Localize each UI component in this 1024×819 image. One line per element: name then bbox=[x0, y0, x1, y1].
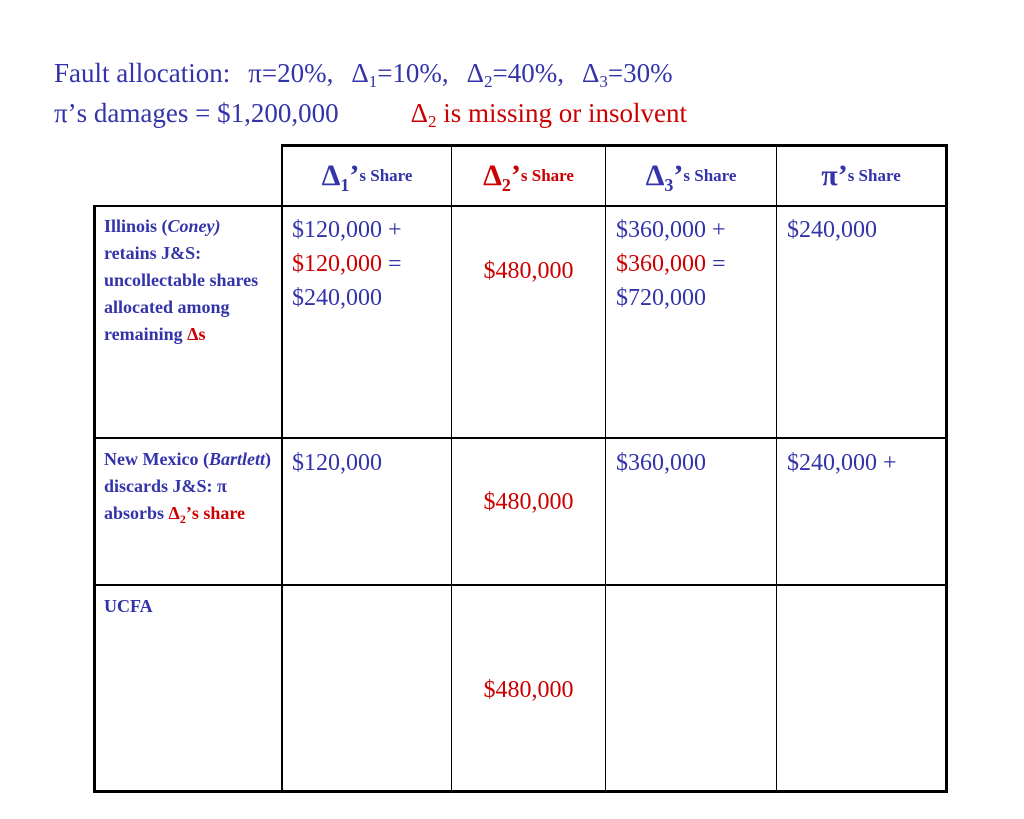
table-col-divider-4 bbox=[776, 144, 777, 793]
missing-text: is missing or insolvent bbox=[436, 98, 687, 128]
table-col-divider-1 bbox=[281, 144, 283, 793]
missing-delta-subscript: 2 bbox=[427, 112, 437, 131]
row-label-new-mexico: New Mexico (Bartlett) discards J&S: π absorbs $\Delta_2’s$ share bbox=[104, 449, 271, 526]
delta3-symbol: Δ bbox=[582, 58, 600, 88]
damages-pi-symbol: π bbox=[54, 98, 68, 128]
illinois-delta3-share: $360,000 + $360,000 = $720,000 bbox=[616, 217, 726, 311]
delta2-subscript: 2 bbox=[484, 72, 493, 91]
pi-symbol: π bbox=[248, 58, 262, 88]
header-delta1-share: $\Delta_1$ ’ s Share bbox=[321, 159, 413, 195]
row-label-ucfa: UCFA bbox=[104, 596, 153, 616]
delta1-symbol: Δ bbox=[351, 58, 369, 88]
damages-text: ’s damages = $1,200,000 bbox=[67, 98, 339, 128]
illinois-delta1-share: $120,000 + $120,000 = $240,000 bbox=[292, 217, 402, 311]
header-pi-share: π ’ s Share bbox=[821, 159, 901, 192]
header-delta3-share: $\Delta_3$ ’ s Share bbox=[645, 159, 737, 195]
new-mexico-delta1-share: $120,000 bbox=[292, 450, 382, 476]
fault-allocation-label: Fault allocation: bbox=[54, 58, 231, 88]
damages-heading bbox=[54, 97, 1014, 129]
table-row-divider-1 bbox=[93, 437, 948, 439]
table-border-left bbox=[93, 205, 96, 793]
ucfa-delta2-share: $480,000 bbox=[483, 677, 574, 703]
illinois-pi-share: $240,000 bbox=[787, 217, 877, 243]
delta1-subscript: 1 bbox=[368, 72, 378, 91]
row-label-illinois: Illinois (Coney) retains J&S: uncollectable shares allocated among remaining Δs bbox=[104, 216, 259, 344]
table-row-divider-2 bbox=[93, 584, 948, 586]
delta2-symbol: Δ bbox=[466, 58, 485, 88]
new-mexico-delta2-share: $480,000 bbox=[483, 489, 574, 515]
header-delta2-share: $\Delta_2$ ’ s Share bbox=[483, 159, 574, 195]
delta2-percent: =40%, bbox=[492, 58, 565, 88]
fault-allocation-heading bbox=[54, 57, 1014, 89]
delta3-subscript: 3 bbox=[599, 72, 608, 91]
pi-percent: =20%, bbox=[261, 58, 334, 88]
missing-delta-symbol: Δ bbox=[410, 98, 428, 128]
table-border-bottom bbox=[93, 790, 948, 793]
table-border-right bbox=[945, 144, 948, 793]
new-mexico-delta3-share: $360,000 bbox=[616, 450, 706, 476]
table-col-divider-3 bbox=[605, 144, 606, 793]
illinois-delta2-share: $480,000 bbox=[483, 258, 574, 284]
delta1-percent: =10%, bbox=[377, 58, 449, 88]
new-mexico-pi-share: $240,000 + bbox=[787, 450, 897, 476]
delta3-percent: =30% bbox=[607, 58, 673, 88]
